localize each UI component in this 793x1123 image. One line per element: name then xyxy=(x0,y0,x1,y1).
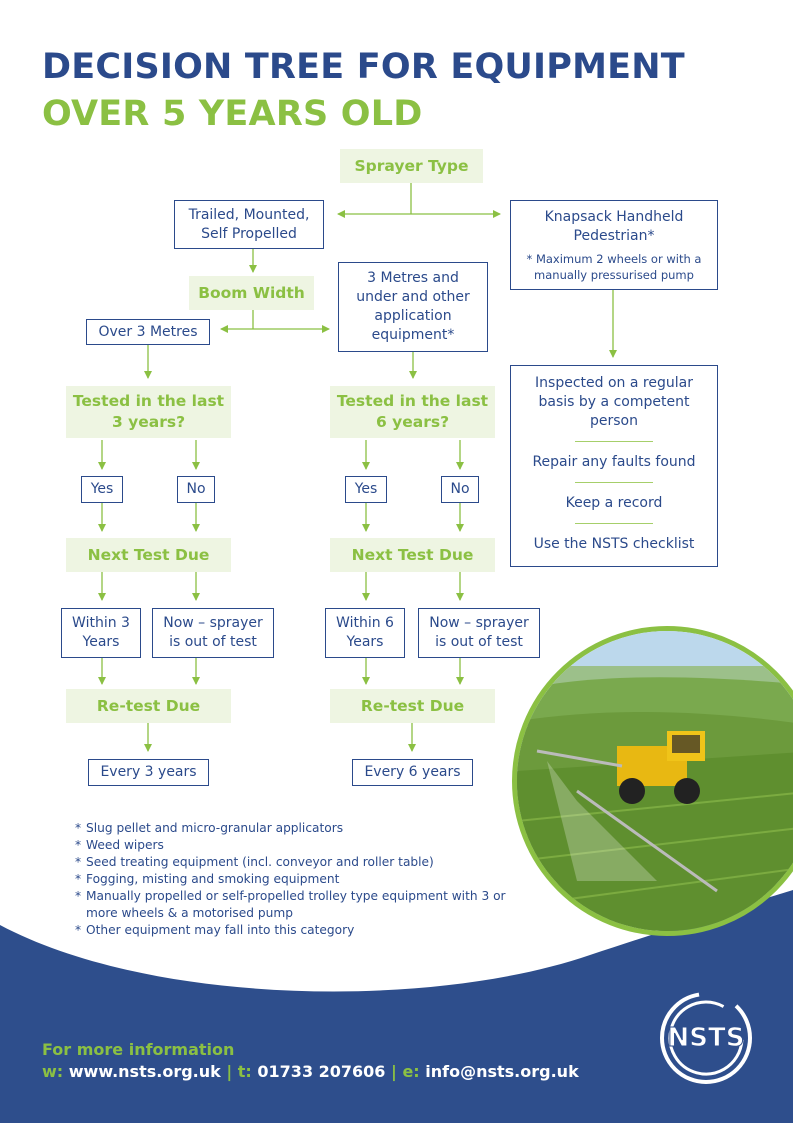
left-every-box: Every 3 years xyxy=(88,759,209,786)
email-label: e: xyxy=(402,1062,420,1081)
separator: | xyxy=(391,1062,397,1081)
left-next-test-label: Next Test Due xyxy=(66,538,231,572)
knapsack-note: * Maximum 2 wheels or with a manually pressurised pump xyxy=(526,251,702,282)
over-3-metres-box: Over 3 Metres xyxy=(86,319,210,345)
under-3-metres-box: 3 Metres and under and other application equipment* xyxy=(338,262,488,352)
title-line-2: OVER 5 YEARS OLD xyxy=(42,94,423,134)
knapsack-title: Knapsack Handheld Pedestrian* xyxy=(544,208,684,244)
footnote-item: * Weed wipers xyxy=(75,838,164,852)
email-link[interactable]: info@nsts.org.uk xyxy=(425,1062,579,1081)
right-every-box: Every 6 years xyxy=(352,759,473,786)
left-retest-label: Re-test Due xyxy=(66,689,231,723)
left-no-box: No xyxy=(177,476,215,503)
right-next-test-label: Next Test Due xyxy=(330,538,495,572)
checklist-item-repair: Repair any faults found xyxy=(532,454,696,470)
footnote-item: * Fogging, misting and smoking equipment xyxy=(75,872,340,886)
contact-line xyxy=(42,1062,579,1081)
left-within-box: Within 3 Years xyxy=(61,608,141,658)
title-line-1: DECISION TREE FOR EQUIPMENT xyxy=(42,47,685,87)
checklist-item-inspected: Inspected on a regular basis by a competent person xyxy=(535,375,693,429)
footnote-item: * Other equipment may fall into this category xyxy=(75,923,355,937)
logo-text: NSTS xyxy=(667,1023,745,1053)
left-now-box: Now – sprayer is out of test xyxy=(152,608,274,658)
checklist-item-record: Keep a record xyxy=(565,495,663,511)
right-now-box: Now – sprayer is out of test xyxy=(418,608,540,658)
tel-label: t: xyxy=(237,1062,252,1081)
telephone-link[interactable]: 01733 207606 xyxy=(257,1062,386,1081)
left-yes-box: Yes xyxy=(81,476,123,503)
trailed-mounted-box: Trailed, Mounted, Self Propelled xyxy=(174,200,324,249)
separator: | xyxy=(226,1062,233,1081)
footnote-item: * Seed treating equipment (incl. conveyor and roller table) xyxy=(75,855,434,869)
right-question: Tested in the last 6 years? xyxy=(330,386,495,438)
footnote-item: * Slug pellet and micro-granular applicators xyxy=(75,821,344,835)
right-yes-box: Yes xyxy=(345,476,387,503)
checklist-item-nsts: Use the NSTS checklist xyxy=(533,536,695,552)
boom-width-label: Boom Width xyxy=(189,276,314,310)
web-label: w: xyxy=(42,1062,64,1081)
website-link[interactable]: www.nsts.org.uk xyxy=(68,1062,221,1081)
right-within-box: Within 6 Years xyxy=(325,608,405,658)
right-no-box: No xyxy=(441,476,479,503)
left-question: Tested in the last 3 years? xyxy=(66,386,231,438)
sprayer-type-label: Sprayer Type xyxy=(340,149,483,183)
nsts-logo xyxy=(656,988,756,1088)
contact-heading: For more information xyxy=(42,1040,235,1059)
right-retest-label: Re-test Due xyxy=(330,689,495,723)
footnote-item: * Manually propelled or self-propelled trolley type equipment with 3 or more wheels & a motorised pump xyxy=(75,889,506,920)
